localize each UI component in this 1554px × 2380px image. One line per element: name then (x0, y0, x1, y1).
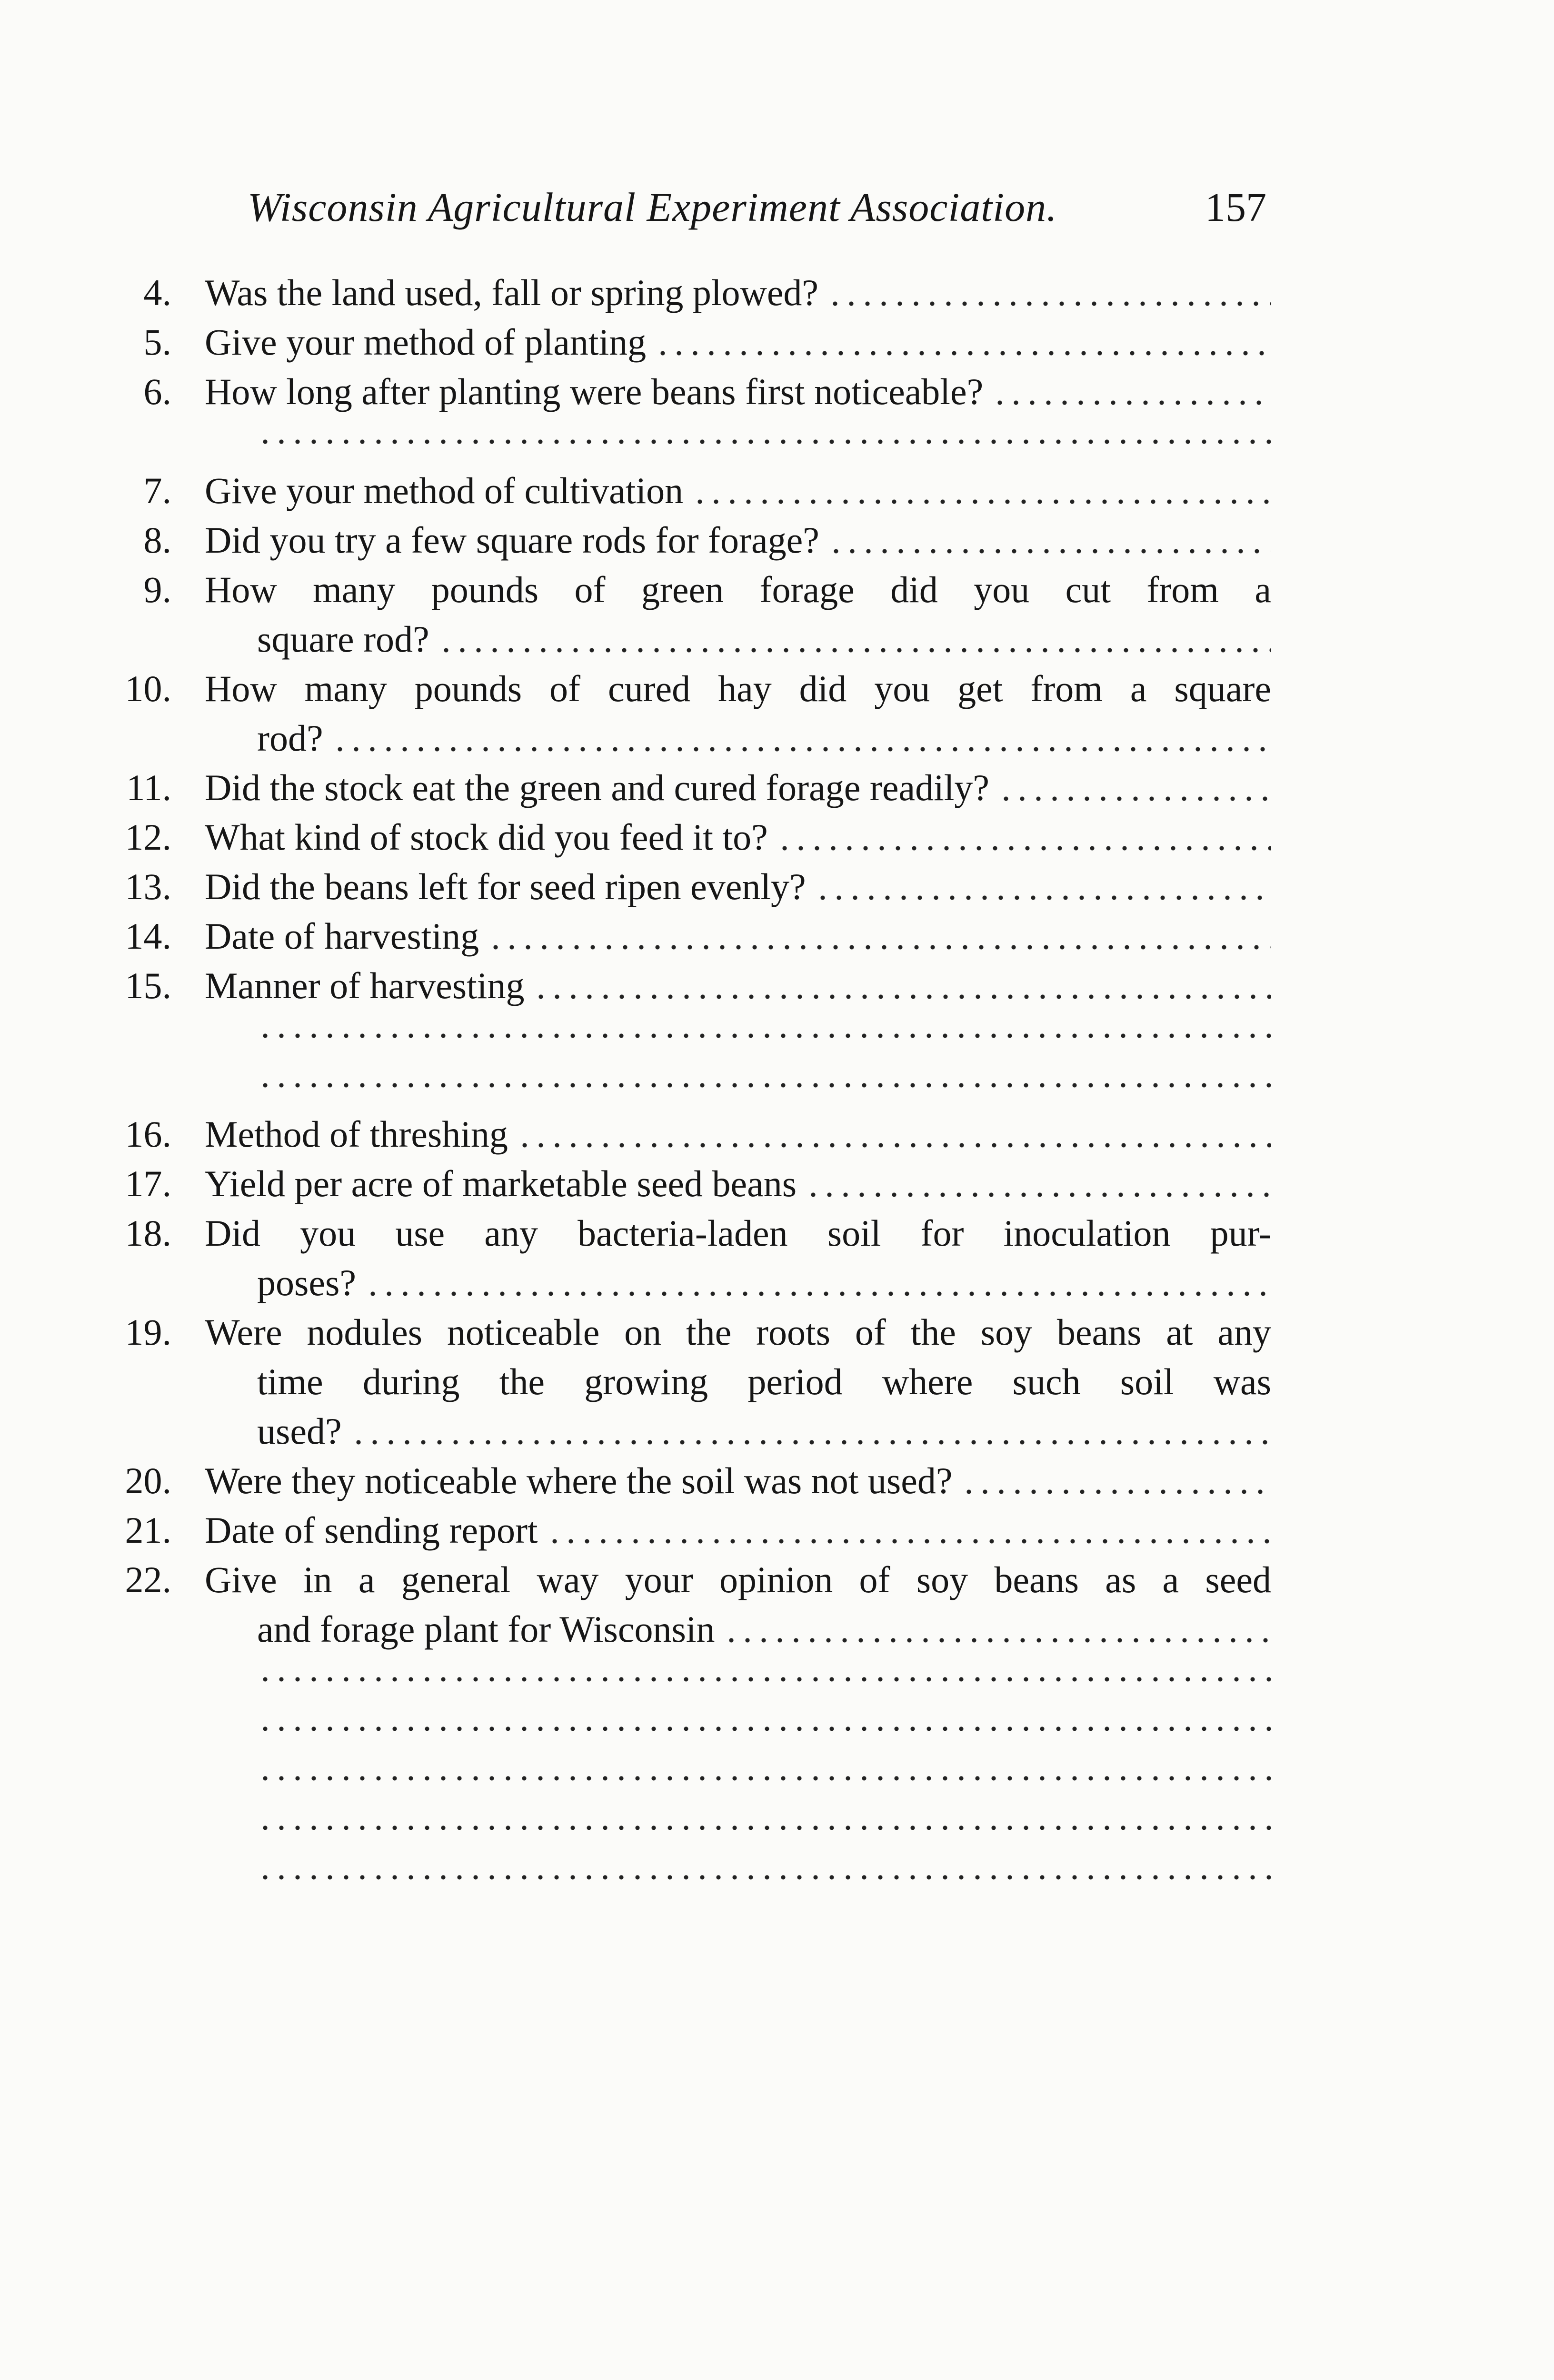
question-item (110, 1459, 1271, 1509)
question-item (110, 667, 1271, 717)
question-number: 22. (125, 1559, 171, 1600)
question-text: time during the growing period where such soil was (257, 1361, 1271, 1402)
question-number: 15. (125, 965, 171, 1006)
answer-blank-line (110, 1063, 1271, 1113)
question-item (110, 1558, 1271, 1608)
answer-leader (547, 1538, 1271, 1544)
dotted-line (257, 439, 1271, 445)
question-continuation (110, 717, 1271, 766)
question-text: and forage plant for Wisconsin (257, 1608, 715, 1650)
question-text: Did you use any bacteria-laden soil for inoculation pur- (205, 1212, 1271, 1254)
answer-leader (692, 499, 1271, 505)
answer-blank-line (110, 1707, 1271, 1756)
question-number: 7. (143, 470, 171, 511)
question-text: How many pounds of green forage did you cut from a (205, 569, 1271, 610)
answer-blank-line (110, 1014, 1271, 1063)
answer-leader (961, 1489, 1271, 1495)
answer-blank-line (110, 1806, 1271, 1855)
question-text: Were they noticeable where the soil was not used? (205, 1460, 953, 1501)
question-number: 11. (126, 767, 171, 808)
answer-blank-line (110, 420, 1271, 469)
header-title: Wisconsin Agricultural Experiment Association. (248, 184, 1057, 230)
question-number: 17. (125, 1163, 171, 1204)
question-number: 8. (143, 519, 171, 561)
question-number: 12. (125, 816, 171, 858)
question-text: Give in a general way your opinion of soy beans as a seed (205, 1559, 1271, 1600)
question-continuation (110, 1410, 1271, 1459)
question-text: Manner of harvesting (205, 965, 525, 1006)
answer-leader (350, 1439, 1271, 1445)
answer-leader (828, 548, 1271, 554)
question-item (110, 766, 1271, 816)
question-text: Did the beans left for seed ripen evenly? (205, 866, 806, 907)
question-number: 18. (125, 1212, 171, 1254)
question-text: Were nodules noticeable on the roots of the soy beans at any (205, 1311, 1271, 1353)
question-text: Give your method of cultivation (205, 470, 684, 511)
answer-leader (438, 647, 1271, 653)
question-text: Date of sending report (205, 1509, 538, 1551)
question-number: 21. (125, 1509, 171, 1551)
question-text: What kind of stock did you feed it to? (205, 816, 768, 858)
answer-leader (815, 895, 1271, 901)
question-item (110, 469, 1271, 519)
answer-leader (533, 994, 1271, 1000)
question-text: Did the stock eat the green and cured forage readily? (205, 767, 990, 808)
question-text: Was the land used, fall or spring plowed? (205, 272, 819, 313)
answer-leader (517, 1142, 1271, 1148)
question-text: Method of threshing (205, 1113, 508, 1155)
question-text: used? (257, 1410, 342, 1452)
answer-blank-line (110, 1855, 1271, 1905)
question-text: How long after planting were beans first noticeable? (205, 371, 984, 412)
dotted-line (257, 1726, 1271, 1732)
answer-leader (655, 350, 1271, 356)
question-text: rod? (257, 717, 323, 759)
answer-leader (805, 1192, 1271, 1198)
dotted-line (257, 1033, 1271, 1039)
answer-blank-line (110, 1657, 1271, 1707)
question-text: Did you try a few square rods for forage? (205, 519, 819, 561)
question-continuation (110, 1608, 1271, 1657)
question-number: 9. (143, 569, 171, 610)
question-item (110, 1212, 1271, 1261)
question-number: 20. (125, 1460, 171, 1501)
answer-leader (998, 796, 1271, 802)
question-item (110, 1113, 1271, 1162)
question-text: poses? (257, 1262, 356, 1303)
question-number: 4. (143, 272, 171, 313)
question-item (110, 568, 1271, 618)
answer-leader (488, 944, 1271, 950)
question-item (110, 370, 1271, 420)
question-item (110, 519, 1271, 568)
answer-leader (332, 746, 1271, 752)
running-header (248, 183, 1266, 240)
question-number: 19. (125, 1311, 171, 1353)
page-number: 157 (1205, 184, 1266, 230)
question-number: 16. (125, 1113, 171, 1155)
question-item (110, 915, 1271, 964)
question-text: Give your method of planting (205, 321, 647, 363)
question-text: Yield per acre of marketable seed beans (205, 1163, 797, 1204)
question-number: 10. (125, 668, 171, 709)
dotted-line (257, 1825, 1271, 1831)
question-item (110, 1509, 1271, 1558)
question-item (110, 321, 1271, 370)
question-list (110, 271, 1271, 1905)
dotted-line (257, 1676, 1271, 1682)
dotted-line (257, 1082, 1271, 1088)
question-number: 14. (125, 915, 171, 957)
dotted-line (257, 1874, 1271, 1880)
dotted-line (257, 1775, 1271, 1781)
answer-leader (723, 1637, 1271, 1643)
question-text: Date of harvesting (205, 915, 479, 957)
answer-leader (992, 400, 1271, 406)
question-item (110, 865, 1271, 915)
question-item (110, 1311, 1271, 1360)
question-text: square rod? (257, 618, 429, 660)
answer-leader (827, 301, 1271, 307)
question-item (110, 271, 1271, 321)
question-item (110, 816, 1271, 865)
answer-blank-line (110, 1756, 1271, 1806)
question-number: 13. (125, 866, 171, 907)
question-number: 6. (143, 371, 171, 412)
question-number: 5. (143, 321, 171, 363)
question-item (110, 964, 1271, 1014)
question-text: How many pounds of cured hay did you get from a square (205, 668, 1271, 709)
answer-leader (777, 845, 1271, 851)
answer-leader (365, 1291, 1271, 1297)
question-item (110, 1162, 1271, 1212)
question-continuation (110, 618, 1271, 667)
question-continuation (110, 1261, 1271, 1311)
question-continuation (110, 1360, 1271, 1410)
